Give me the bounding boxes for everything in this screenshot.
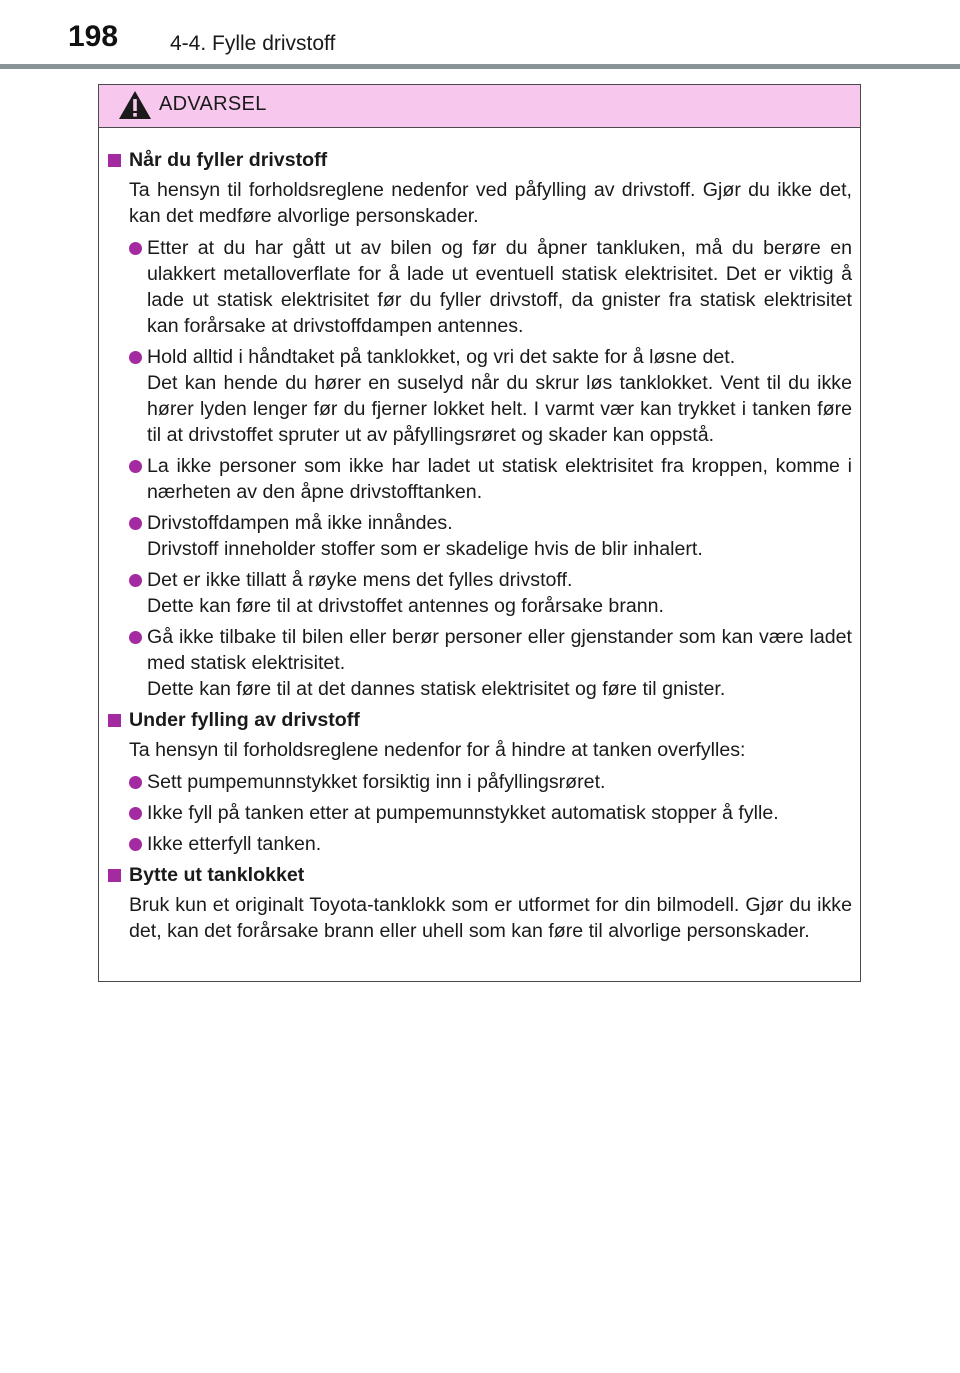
list-item (107, 453, 852, 505)
list-item (107, 510, 852, 562)
warning-triangle-icon (117, 89, 153, 121)
list-item-detail: Dette kan føre til at drivstoffet antennes og forårsake brann. (147, 595, 664, 617)
page-number: 198 (68, 20, 119, 53)
list-item (107, 800, 852, 826)
list-item-text: Gå ikke tilbake til bilen eller berør personer eller gjenstander som kan være ladet med statisk elektrisitet. (147, 626, 852, 674)
square-bullet-icon (108, 154, 121, 167)
square-bullet-icon (108, 869, 121, 882)
round-bullet-icon (129, 460, 142, 473)
list-item (107, 235, 852, 339)
list-item (107, 624, 852, 702)
warning-header (99, 85, 860, 128)
section-intro-text: Ta hensyn til forholdsreglene nedenfor for å hindre at tanken overfylles: (129, 739, 746, 761)
section-heading-text: Bytte ut tanklokket (129, 864, 305, 886)
round-bullet-icon (129, 351, 142, 364)
section-intro (107, 737, 852, 763)
header-rule (0, 64, 960, 69)
section-intro-text: Bruk kun et originalt Toyota-tanklokk som er utformet for din bilmodell. Gjør du ikke det, kan det forårsake brann eller uhell som kan føre til alvorlige personskader. (129, 894, 852, 942)
list-item (107, 567, 852, 619)
section-intro (107, 177, 852, 229)
warning-box (98, 84, 861, 982)
warning-body (99, 128, 860, 944)
section-heading-text: Når du fyller drivstoff (129, 149, 328, 171)
list-item-text: La ikke personer som ikke har ladet ut statisk elektrisitet fra kroppen, komme i nærheten av den åpne drivstofftanken. (147, 455, 852, 503)
round-bullet-icon (129, 776, 142, 789)
list-item-text: Drivstoffdampen må ikke innåndes. (147, 512, 453, 534)
list-item (107, 344, 852, 448)
round-bullet-icon (129, 838, 142, 851)
round-bullet-icon (129, 807, 142, 820)
list-item-text: Ikke fyll på tanken etter at pumpemunnstykket automatisk stopper å fylle. (147, 802, 779, 824)
round-bullet-icon (129, 631, 142, 644)
list-item-text: Ikke etterfyll tanken. (147, 833, 322, 855)
section-heading-text: Under fylling av drivstoff (129, 709, 360, 731)
list-item-detail: Det kan hende du hører en suselyd når du skrur løs tanklokket. Vent til du ikke hører lyden lenger før du fjerner lokket helt. I varmt vær kan trykket i tanken føre til at drivstoffet spruter ut av påfyllingsrøret og skader kan oppstå. (147, 372, 852, 446)
list-item-text: Etter at du har gått ut av bilen og før du åpner tankluken, må du berøre en ulakkert metalloverflate for å lade ut eventuell statisk elektrisitet. Det er viktig å lade ut statisk elektrisitet før du fyller drivstoff, da gnister fra statisk elektrisitet kan forårsake at drivstoffdampen antennes. (147, 237, 852, 337)
section-intro-text: Ta hensyn til forholdsreglene nedenfor ved påfylling av drivstoff. Gjør du ikke det, kan det medføre alvorlige personskader. (129, 179, 852, 227)
list-item-text: Det er ikke tillatt å røyke mens det fylles drivstoff. (147, 569, 573, 591)
section-heading (107, 147, 852, 173)
round-bullet-icon (129, 242, 142, 255)
round-bullet-icon (129, 574, 142, 587)
round-bullet-icon (129, 517, 142, 530)
list-item (107, 831, 852, 857)
section-title: 4-4. Fylle drivstoff (170, 32, 336, 55)
list-item-detail: Drivstoff inneholder stoffer som er skadelige hvis de blir inhalert. (147, 538, 703, 560)
list-item-text: Sett pumpemunnstykket forsiktig inn i påfyllingsrøret. (147, 771, 606, 793)
list-item-text: Hold alltid i håndtaket på tanklokket, og vri det sakte for å løsne det. (147, 346, 736, 368)
page-header (0, 0, 960, 72)
section-heading (107, 862, 852, 888)
list-item (107, 769, 852, 795)
section-heading (107, 707, 852, 733)
warning-title: ADVARSEL (159, 93, 267, 115)
square-bullet-icon (108, 714, 121, 727)
section-intro (107, 892, 852, 944)
list-item-detail: Dette kan føre til at det dannes statisk elektrisitet og føre til gnister. (147, 678, 726, 700)
